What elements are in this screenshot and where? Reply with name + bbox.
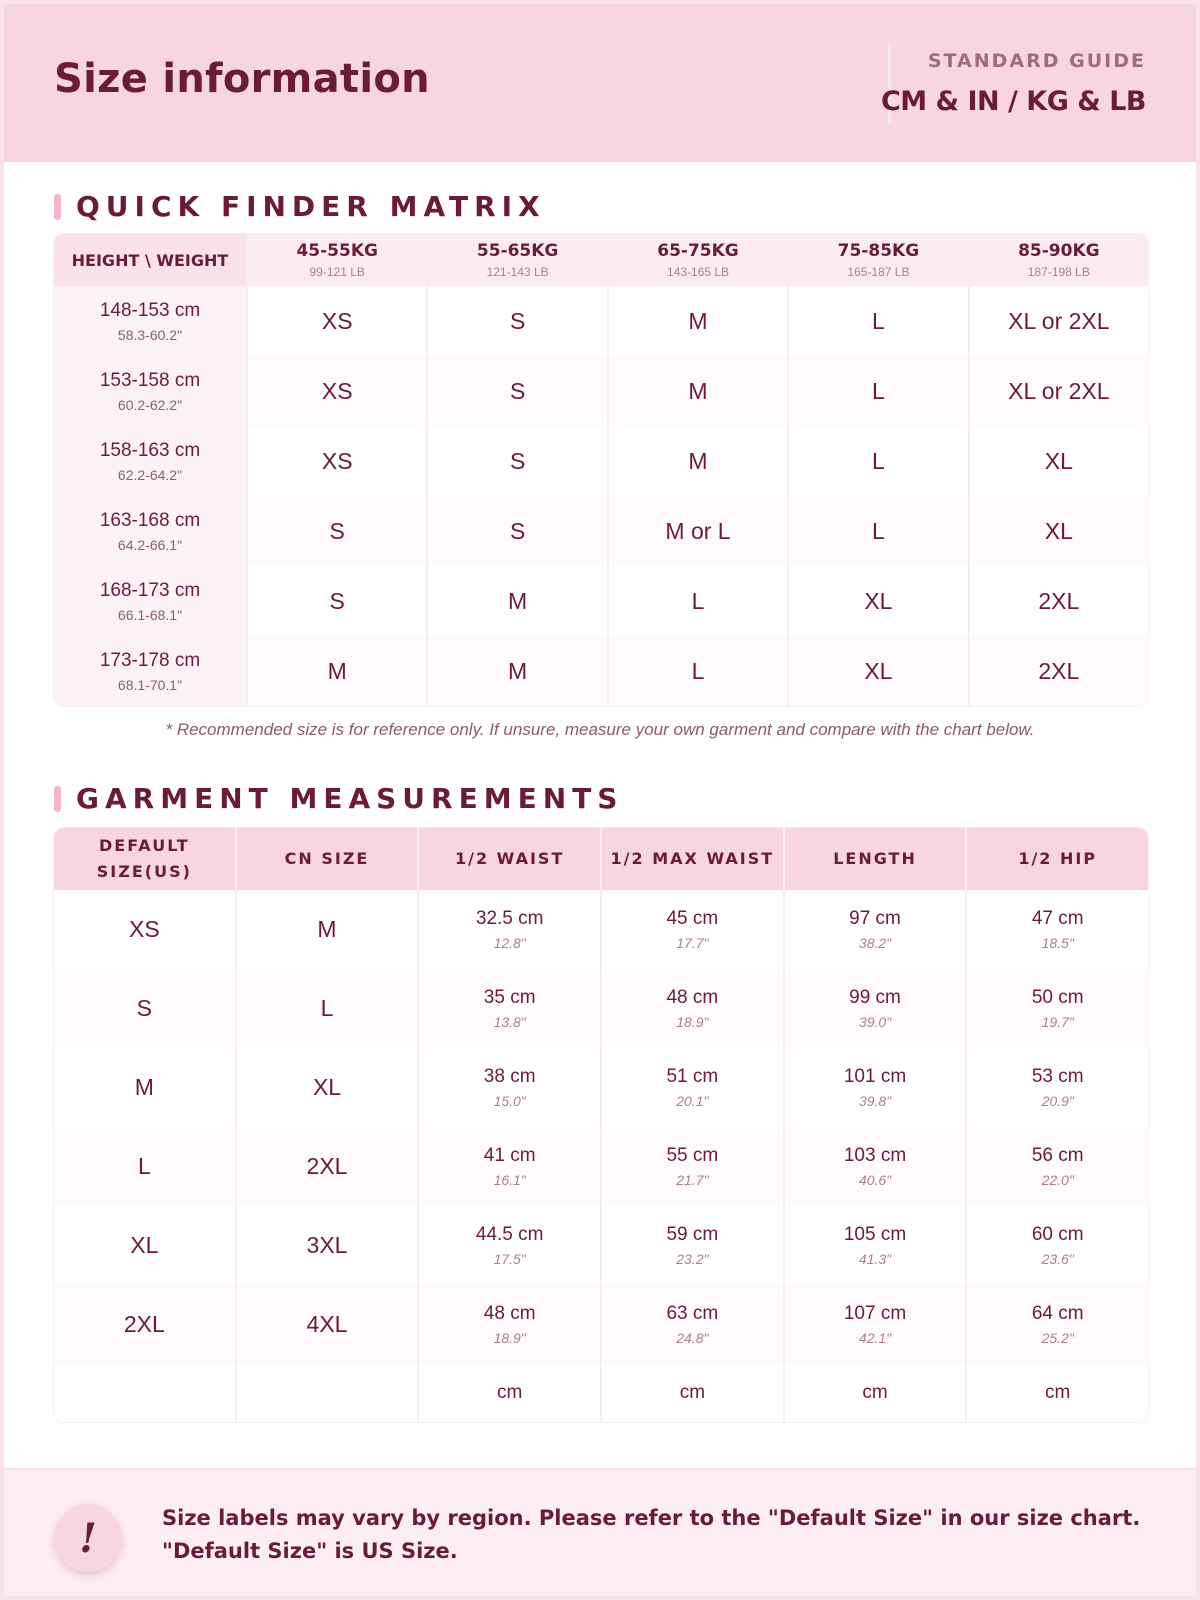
measurement-cm: 55 cm [666,1145,719,1166]
recommended-size: S [509,517,526,544]
measurement-in: 18.9" [493,1330,526,1346]
height-cm: 163-168 cm [99,509,201,531]
measurement-cm: 103 cm [843,1145,907,1166]
measurement-in: 23.2" [676,1251,709,1267]
measurement-in: 22.0" [1041,1172,1074,1188]
us-size: 2XL [123,1311,165,1337]
size-cell [609,636,789,706]
height-in: 64.2-66.1" [117,536,183,553]
unit-label: cm [679,1382,706,1403]
measurement-cell [967,1127,1148,1206]
measurement-in: 19.7" [1041,1014,1074,1030]
height-in: 66.1-68.1" [117,606,183,623]
size-cell [789,356,969,426]
cn-size: 3XL [306,1232,348,1258]
exclamation-icon: ! [54,1504,122,1572]
measurement-cm: 56 cm [1031,1145,1084,1166]
size-cell [789,636,969,706]
size-cell [248,426,428,496]
cn-size-cell [237,969,420,1048]
matrix-row [54,636,1148,706]
size-cell [970,496,1148,566]
us-size-cell [54,1206,237,1285]
size-cell [970,566,1148,636]
weight-header-cell [609,234,789,286]
measurement-header-label: 1/2 HIP [1018,849,1098,868]
measurement-row [54,1285,1148,1364]
empty-cell [237,1364,420,1422]
page-header [4,4,1196,162]
measurement-header-cell [237,828,420,890]
measurement-in: 16.1" [493,1172,526,1188]
measurement-cell [602,969,785,1048]
unit-cell [419,1364,602,1422]
recommended-size: M [327,657,347,684]
recommended-size: 2XL [1038,587,1080,614]
cn-size: 4XL [306,1311,348,1337]
measurement-cell [785,1048,968,1127]
matrix-row [54,286,1148,356]
matrix-row [54,356,1148,426]
recommended-size: XS [321,307,353,334]
size-cell [609,426,789,496]
weight-lb: 165-187 LB [847,265,910,279]
measurement-row [54,890,1148,969]
recommended-size: XS [321,447,353,474]
measurement-cell [419,1285,602,1364]
size-cell [609,566,789,636]
size-cell [248,496,428,566]
size-cell [428,356,608,426]
size-cell [789,286,969,356]
size-cell [970,636,1148,706]
height-cell [54,426,248,496]
measurement-in: 25.2" [1041,1330,1074,1346]
recommended-size: S [509,307,526,334]
size-cell [248,356,428,426]
measurement-in: 20.9" [1041,1093,1074,1109]
measurement-cm: 48 cm [483,1303,536,1324]
height-in: 62.2-64.2" [117,466,183,483]
measurement-cell [785,1206,968,1285]
recommended-size: S [329,517,345,544]
weight-lb: 99-121 LB [309,265,365,279]
empty-cell [54,1364,237,1422]
measurement-header-label: LENGTH [833,849,917,868]
measurement-in: 12.8" [493,935,526,951]
measurement-cell [419,1127,602,1206]
weight-kg: 85-90KG [1018,241,1100,261]
height-cm: 158-163 cm [99,439,201,461]
measurement-cell [785,890,968,969]
measurement-in: 21.7" [676,1172,709,1188]
measurement-in: 15.0" [493,1093,526,1109]
measurement-row [54,1048,1148,1127]
units-label: CM & IN / KG & LB [880,86,1146,117]
recommended-size: S [329,587,345,614]
size-guide-page [4,4,1196,1596]
measurement-cell [967,1048,1148,1127]
size-cell [428,426,608,496]
measurement-cell [785,969,968,1048]
measurement-cell [967,1206,1148,1285]
recommended-size: L [691,657,705,684]
measurement-in: 39.0" [858,1014,892,1030]
quick-finder-title: QUICK FINDER MATRIX [54,190,546,223]
recommended-size: M [508,657,528,684]
us-size: M [134,1074,154,1100]
measurement-cell [602,1048,785,1127]
cn-size: L [320,995,334,1021]
measurement-cell [419,1206,602,1285]
cn-size-cell [237,1206,420,1285]
garment-measurements-table [54,828,1148,1422]
measurement-in: 18.9" [676,1014,709,1030]
matrix-row [54,426,1148,496]
measurement-cell [967,1285,1148,1364]
measurement-cm: 35 cm [483,987,536,1008]
recommended-size: XL [864,587,893,614]
recommended-size: XL [864,657,893,684]
measurement-header-label: DEFAULT SIZE(US) [96,836,192,881]
size-cell [428,636,608,706]
measurement-in: 18.5" [1041,935,1074,951]
measurement-cell [602,890,785,969]
measurement-row [54,1127,1148,1206]
recommended-size: 2XL [1038,657,1080,684]
size-cell [789,426,969,496]
recommended-size: XS [321,377,353,404]
measurement-in: 42.1" [858,1330,892,1346]
size-cell [609,496,789,566]
weight-header-cell [789,234,969,286]
height-cell [54,286,248,356]
recommended-size: S [509,447,526,474]
recommended-size: XL or 2XL [1008,377,1110,404]
unit-label: cm [1045,1382,1071,1403]
matrix-footnote: * Recommended size is for reference only. If unsure, measure your own garment and compare with the chart below. [165,720,1035,739]
unit-row [54,1364,1148,1422]
measurement-in: 23.6" [1041,1251,1074,1267]
recommended-size: XL or 2XL [1008,307,1110,334]
matrix-row [54,496,1148,566]
weight-header-cell [970,234,1148,286]
size-cell [789,566,969,636]
height-in: 68.1-70.1" [117,676,183,693]
measurement-cell [602,1285,785,1364]
recommended-size: XL [1044,447,1073,474]
us-size-cell [54,1285,237,1364]
cn-size: 2XL [306,1153,348,1179]
measurement-cm: 32.5 cm [475,908,544,929]
height-cm: 148-153 cm [99,299,201,321]
measurement-header-label: 1/2 MAX WAIST [610,849,775,868]
height-weight-label: HEIGHT \ WEIGHT [71,250,229,270]
weight-lb: 187-198 LB [1027,265,1090,279]
measurement-header-cell [54,828,237,890]
region-notice [4,1468,1196,1596]
size-cell [609,286,789,356]
measurement-in: 20.1" [676,1093,709,1109]
measurement-cm: 107 cm [843,1303,907,1324]
us-size-cell [54,1127,237,1206]
cn-size: XL [312,1074,342,1100]
measurement-cm: 51 cm [666,1066,719,1087]
height-cell [54,566,248,636]
weight-kg: 55-65KG [476,241,559,261]
unit-label: cm [862,1382,888,1403]
measurement-cell [602,1206,785,1285]
recommended-size: M [508,587,528,614]
measurement-in: 40.6" [858,1172,892,1188]
us-size: XS [128,916,160,942]
measurement-cm: 38 cm [483,1066,536,1087]
size-cell [970,286,1148,356]
weight-lb: 121-143 LB [486,265,549,279]
us-size: S [136,995,152,1021]
measurement-cell [967,969,1148,1048]
size-cell [428,496,608,566]
recommended-size: M [688,447,708,474]
recommended-size: M [688,377,708,404]
height-cell [54,356,248,426]
measurement-header-cell [967,828,1148,890]
measurement-cm: 97 cm [849,908,901,929]
measurement-cm: 45 cm [666,908,719,929]
measurement-in: 38.2" [858,935,892,951]
measurement-cm: 47 cm [1031,908,1084,929]
unit-cell [785,1364,968,1422]
us-size-cell [54,969,237,1048]
page-title: Size information [54,56,430,102]
height-in: 58.3-60.2" [117,326,183,343]
weight-kg: 45-55KG [296,241,378,261]
cn-size: M [317,916,337,942]
cn-size-cell [237,1048,420,1127]
measurement-header-label: 1/2 WAIST [454,849,565,868]
measurement-cell [785,1127,968,1206]
us-size-cell [54,890,237,969]
weight-header-cell [248,234,428,286]
unit-cell [967,1364,1148,1422]
measurement-cm: 105 cm [843,1224,907,1245]
measurements-header-row [54,828,1148,890]
measurement-cell [967,890,1148,969]
unit-cell [602,1364,785,1422]
height-in: 60.2-62.2" [117,396,183,413]
measurement-cell [419,1048,602,1127]
height-cm: 168-173 cm [99,579,201,601]
height-cm: 173-178 cm [99,649,201,671]
measurement-cm: 44.5 cm [475,1224,544,1245]
size-cell [970,356,1148,426]
measurement-cm: 50 cm [1031,987,1084,1008]
notice-text: Size labels may vary by region. Please refer to the "Default Size" in our size chart. "Default Size" is US Size. [162,1506,1141,1563]
cn-size-cell [237,1285,420,1364]
measurement-in: 24.8" [676,1330,709,1346]
recommended-size: L [691,587,705,614]
size-cell [248,636,428,706]
measurement-cm: 53 cm [1031,1066,1084,1087]
measurement-header-label: CN SIZE [284,849,370,868]
us-size-cell [54,1048,237,1127]
size-cell [970,426,1148,496]
size-cell [428,566,608,636]
measurement-cell [419,890,602,969]
measurement-cell [419,969,602,1048]
size-cell [248,286,428,356]
recommended-size: L [872,377,885,404]
recommended-size: L [872,447,885,474]
recommended-size: M or L [665,517,731,544]
measurement-header-cell [419,828,602,890]
weight-kg: 75-85KG [837,241,920,261]
size-cell [248,566,428,636]
matrix-corner-cell [54,234,248,286]
measurement-header-cell [602,828,785,890]
measurement-cell [785,1285,968,1364]
measurement-cm: 48 cm [666,987,719,1008]
height-cm: 153-158 cm [99,369,201,391]
measurement-in: 39.8" [858,1093,892,1109]
unit-label: cm [497,1382,523,1403]
measurement-cm: 60 cm [1031,1224,1084,1245]
standard-guide-label: STANDARD GUIDE [927,50,1146,72]
garment-measurements-title: GARMENT MEASUREMENTS [54,782,623,815]
height-cell [54,496,248,566]
measurement-cm: 99 cm [849,987,901,1008]
measurement-cm: 59 cm [666,1224,719,1245]
recommended-size: S [509,377,526,404]
measurement-cm: 64 cm [1031,1303,1084,1324]
us-size: L [137,1153,151,1179]
measurement-cm: 63 cm [666,1303,719,1324]
measurement-header-cell [785,828,968,890]
matrix-header-row [54,234,1148,286]
recommended-size: XL [1044,517,1073,544]
measurement-in: 41.3" [858,1251,892,1267]
quick-finder-matrix [54,234,1148,706]
cn-size-cell [237,890,420,969]
recommended-size: L [872,307,885,334]
measurement-row [54,1206,1148,1285]
size-cell [789,496,969,566]
measurement-cm: 101 cm [843,1066,907,1087]
measurement-row [54,969,1148,1048]
height-cell [54,636,248,706]
size-cell [428,286,608,356]
measurement-in: 17.7" [676,935,709,951]
matrix-row [54,566,1148,636]
size-cell [609,356,789,426]
us-size: XL [130,1232,159,1258]
recommended-size: M [688,307,708,334]
weight-lb: 143-165 LB [666,265,730,279]
measurement-in: 17.5" [493,1251,526,1267]
weight-header-cell [428,234,608,286]
measurement-in: 13.8" [493,1014,526,1030]
measurement-cm: 41 cm [483,1145,536,1166]
recommended-size: L [872,517,885,544]
weight-kg: 65-75KG [657,241,739,261]
measurement-cell [602,1127,785,1206]
cn-size-cell [237,1127,420,1206]
